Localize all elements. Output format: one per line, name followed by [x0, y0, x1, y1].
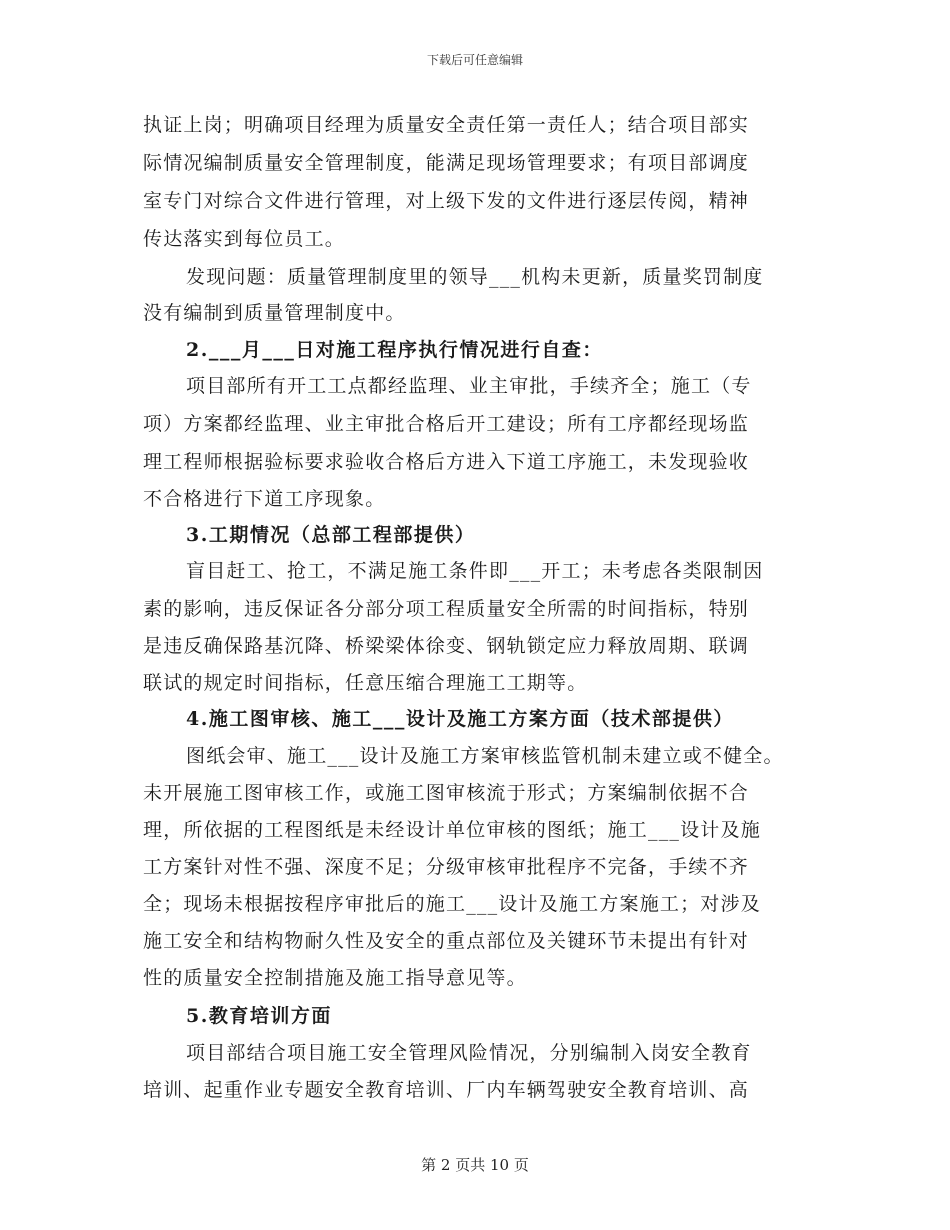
- body-line: 图纸会审、施工___设计及施工方案审核监管机制未建立或不健全。: [186, 745, 784, 767]
- body-line: 发现问题：质量管理制度里的领导___机构未更新，质量奖罚制度: [186, 266, 764, 288]
- body-line: 执证上岗；明确项目经理为质量安全责任第一责任人；结合项目部实: [143, 114, 750, 136]
- body-line: 室专门对综合文件进行管理，对上级下发的文件进行逐层传阅，精神: [143, 190, 750, 212]
- body-line: 联试的规定时间指标，任意压缩合理施工工期等。: [143, 672, 588, 694]
- body-line: 理工程师根据验标要求验收合格后方进入下道工序施工，未发现验收: [143, 451, 750, 473]
- body-line: 传达落实到每位员工。: [143, 228, 346, 250]
- section-heading: 4.施工图审核、施工___设计及施工方案方面（技术部提供）: [186, 708, 734, 730]
- body-line: 施工安全和结构物耐久性及安全的重点部位及关键环节未提出有针对: [143, 930, 750, 952]
- body-line: 没有编制到质量管理制度中。: [143, 302, 406, 324]
- section-heading: 3.工期情况（总部工程部提供）: [186, 524, 476, 546]
- body-line: 是违反确保路基沉降、桥梁梁体徐变、钢轨锁定应力释放周期、联调: [143, 635, 750, 657]
- body-line: 全；现场未根据按程序审批后的施工___设计及施工方案施工；对涉及: [143, 893, 761, 915]
- page-header: 下载后可任意编辑: [426, 53, 523, 67]
- body-line: 未开展施工图审核工作，或施工图审核流于形式；方案编制依据不合: [143, 782, 750, 804]
- body-line: 盲目赶工、抢工，不满足施工条件即___开工；未考虑各类限制因: [186, 560, 764, 582]
- body-line: 素的影响，违反保证各分部分项工程质量安全所需的时间指标，特别: [143, 598, 750, 620]
- section-heading: 5.教育培训方面: [186, 1005, 332, 1027]
- body-line: 不合格进行下道工序现象。: [143, 488, 386, 510]
- body-line: 性的质量安全控制措施及施工指导意见等。: [143, 967, 527, 989]
- body-line: 项目部所有开工工点都经监理、业主审批，手续齐全；施工（专: [186, 375, 752, 397]
- body-line: 项目部结合项目施工安全管理风险情况，分别编制入岗安全教育: [186, 1042, 752, 1064]
- body-line: 项）方案都经监理、业主审批合格后开工建设；所有工序都经现场监: [143, 413, 750, 435]
- body-line: 际情况编制质量安全管理制度，能满足现场管理要求；有项目部调度: [143, 152, 750, 174]
- body-line: 培训、起重作业专题安全教育培训、厂内车辆驾驶安全教育培训、高: [143, 1079, 750, 1101]
- body-line: 理，所依据的工程图纸是未经设计单位审核的图纸；施工___设计及施: [143, 819, 761, 841]
- section-heading: 2.___月___日对施工程序执行情况进行自查：: [186, 339, 603, 361]
- body-line: 工方案针对性不强、深度不足；分级审核审批程序不完备，手续不齐: [143, 856, 750, 878]
- page-footer: 第 2 页共 10 页: [421, 1156, 529, 1174]
